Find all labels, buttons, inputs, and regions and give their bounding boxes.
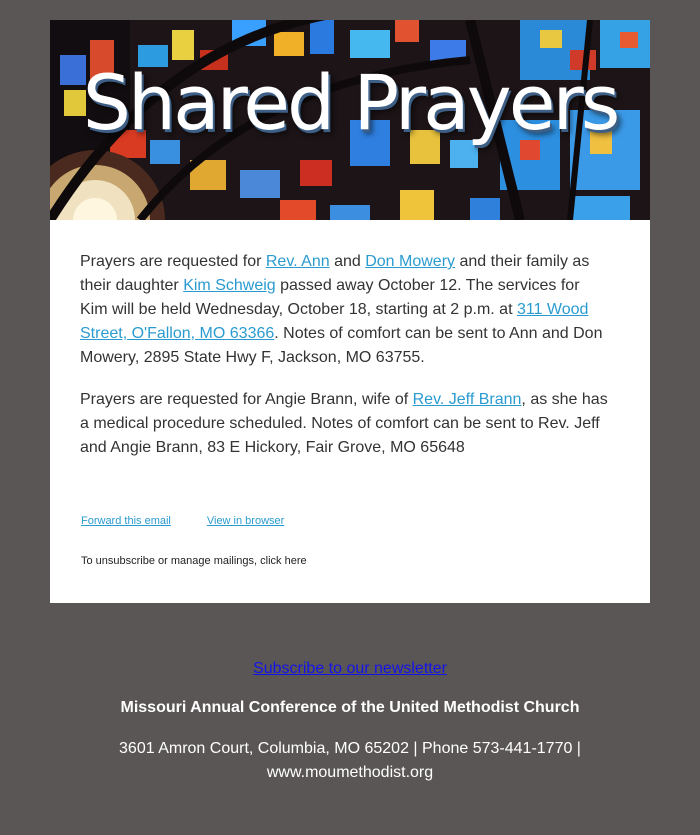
text-segment: Prayers are requested for <box>80 253 266 270</box>
prayer-request-1 <box>80 250 608 370</box>
subscribe-link[interactable]: Subscribe to our newsletter <box>253 660 447 677</box>
link-rev-ann[interactable]: Rev. Ann <box>265 253 330 270</box>
link-kim-schweig[interactable]: Kim Schweig <box>183 277 276 294</box>
link-don-mowery[interactable]: Don Mowery <box>365 253 456 270</box>
link-service-address[interactable]: 311 Wood Street, O'Fallon, MO 63366 <box>80 301 589 342</box>
message-body <box>50 220 650 460</box>
forward-email-link[interactable]: Forward this email <box>81 515 171 527</box>
organization-address: 3601 Amron Court, Columbia, MO 65202 | Phone 573-441-1770 | www.moumethodist.org <box>119 740 581 781</box>
email-card <box>50 20 650 603</box>
text-segment: . Notes of comfort can be sent to Ann and Don Mowery, 2895 State Hwy F, Jackson, MO 63755. <box>80 325 603 366</box>
header-banner <box>50 20 650 220</box>
text-segment: and <box>329 253 366 270</box>
organization-name: Missouri Annual Conference of the United Methodist Church <box>120 699 580 716</box>
prayer-request-2 <box>80 388 608 460</box>
text-segment: , as she has a medical procedure scheduled. Notes of comfort can be sent to Rev. Jeff and Angie Brann, 83 E Hickory, Fair Grove, MO 65648 <box>80 391 608 456</box>
unsubscribe-link[interactable]: To unsubscribe or manage mailings, click here <box>81 555 307 567</box>
banner-title: Shared Prayers <box>82 58 618 147</box>
email-footer-links <box>81 515 320 527</box>
text-segment: Prayers are requested for Angie Brann, wife of <box>80 391 413 408</box>
view-in-browser-link[interactable]: View in browser <box>206 515 285 527</box>
page-footer <box>0 660 700 785</box>
text-segment: and their family as their daughter <box>80 253 590 294</box>
text-segment: passed away October 12. The services for Kim will be held Wednesday, October 18, starting at 2 p.m. at <box>80 277 580 318</box>
link-rev-jeff-brann[interactable]: Rev. Jeff Brann <box>412 391 522 408</box>
